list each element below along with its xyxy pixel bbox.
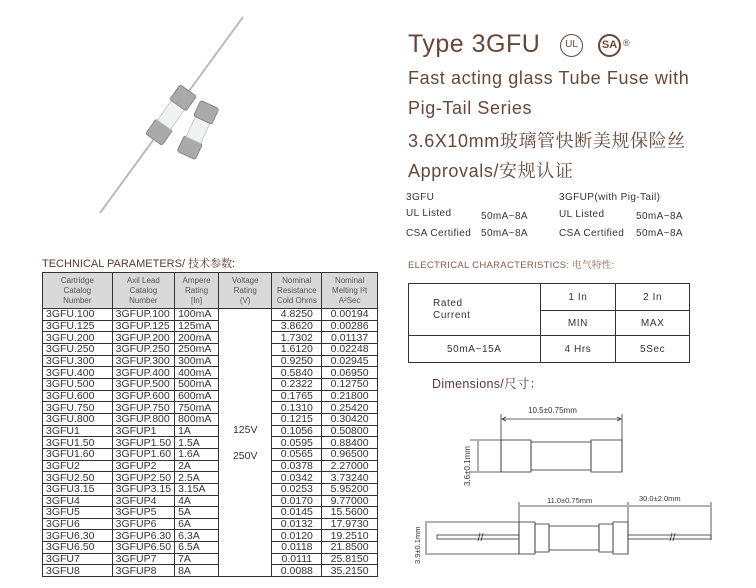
resistance: 0.0595	[272, 437, 322, 449]
resistance: 0.0565	[272, 448, 322, 460]
table-row	[43, 483, 378, 495]
cartridge-number: 3GFU6	[43, 518, 113, 530]
voltage-value: 250V	[232, 449, 258, 462]
resistance: 0.1765	[272, 390, 322, 402]
axial-lead-number: 3GFUP8	[112, 565, 174, 577]
column-header: Nominal Melting I²t A²Sec	[322, 273, 378, 309]
axial-lead-number: 3GFUP.200	[112, 332, 174, 344]
pigtail-fuse-drawing	[425, 502, 711, 554]
cartridge-number: 3GFU.100	[43, 309, 113, 321]
melting-i2t: 0.00286	[322, 320, 378, 332]
resistance: 0.0088	[272, 565, 322, 577]
resistance: 0.1310	[272, 402, 322, 414]
cartridge-number: 3GFU7	[43, 553, 113, 565]
ampere-rating: 6.5A	[175, 542, 219, 554]
table-row	[43, 507, 378, 519]
melting-i2t: 0.21800	[322, 390, 378, 402]
ampere-rating: 2A	[175, 460, 219, 472]
resistance: 0.2322	[272, 378, 322, 390]
technical-parameters-heading: TECHNICAL PARAMETERS/ 技术参数:	[42, 258, 236, 270]
cartridge-number: 3GFU.300	[43, 355, 113, 367]
electrical-characteristics-heading: ELECTRICAL CHARACTERISTICS: 电气特性:	[408, 260, 615, 271]
table-row	[43, 390, 378, 402]
melting-i2t: 21.8500	[322, 542, 378, 554]
pigtail-length-label: 11.0±0.75mm	[547, 496, 593, 505]
axial-lead-number: 3GFUP6.50	[112, 542, 174, 554]
axial-lead-number: 3GFUP5	[112, 507, 174, 519]
resistance: 3.8620	[272, 320, 322, 332]
resistance: 0.0118	[272, 542, 322, 554]
table-row	[43, 378, 378, 390]
resistance: 1.6120	[272, 343, 322, 355]
resistance: 0.0253	[272, 483, 322, 495]
approval-value: 50mA~8A	[481, 211, 528, 222]
length-label: 10.5±0.75mm	[528, 406, 577, 415]
resistance: 0.1056	[272, 425, 322, 437]
approval-label: CSA Certified	[559, 228, 625, 239]
cartridge-number: 3GFU.250	[43, 343, 113, 355]
cartridge-number: 3GFU.200	[43, 332, 113, 344]
ampere-rating: 6.3A	[175, 530, 219, 542]
axial-lead-number: 3GFUP3.15	[112, 483, 174, 495]
axial-lead-number: 3GFUP.800	[112, 413, 174, 425]
cartridge-number: 3GFU1.60	[43, 448, 113, 460]
resistance: 0.0132	[272, 518, 322, 530]
table-row	[43, 495, 378, 507]
table-row	[43, 355, 378, 367]
axial-lead-number: 3GFUP1.50	[112, 437, 174, 449]
lead-length-label: 30.0±2.0mm	[639, 494, 681, 503]
dimension-drawing	[400, 370, 756, 588]
electrical-characteristics-table	[408, 283, 690, 363]
resistance: 0.1215	[272, 413, 322, 425]
ampere-rating: 750mA	[175, 402, 219, 414]
ampere-rating: 500mA	[175, 378, 219, 390]
ampere-rating: 8A	[175, 565, 219, 577]
ampere-rating: 400mA	[175, 367, 219, 379]
axial-lead-number: 3GFUP.750	[112, 402, 174, 414]
subtitle-line-3: 3.6X10mm玻璃管快断美规保险丝	[408, 131, 686, 151]
ampere-rating: 600mA	[175, 390, 219, 402]
table-row	[43, 448, 378, 460]
ampere-rating: 6A	[175, 518, 219, 530]
table-row	[43, 542, 378, 554]
melting-i2t: 0.96500	[322, 448, 378, 460]
melting-i2t: 9.77000	[322, 495, 378, 507]
ampere-rating: 100mA	[175, 309, 219, 321]
resistance: 0.0111	[272, 553, 322, 565]
csa-logo: SA	[598, 34, 621, 57]
axial-lead-number: 3GFUP2.50	[112, 472, 174, 484]
resistance: 0.0120	[272, 530, 322, 542]
ampere-rating: 1.5A	[175, 437, 219, 449]
approvals-col2-title: 3GFUP(with Pig-Tail)	[559, 192, 661, 203]
melting-i2t: 19.2510	[322, 530, 378, 542]
cartridge-number: 3GFU6.50	[43, 542, 113, 554]
table-row	[43, 530, 378, 542]
voltage-rating	[219, 309, 272, 577]
resistance: 0.0170	[272, 495, 322, 507]
approval-value: 50mA~8A	[636, 228, 683, 239]
dimensions-heading: Dimensions/尺寸：	[432, 377, 543, 391]
melting-i2t: 2.27000	[322, 460, 378, 472]
melting-i2t: 0.01137	[322, 332, 378, 344]
cartridge-number: 3GFU5	[43, 507, 113, 519]
current-range: 50mA~15A	[409, 336, 541, 363]
melting-i2t: 0.02248	[322, 343, 378, 355]
time-1in: 4 Hrs	[540, 336, 616, 363]
axial-lead-number: 3GFUP.500	[112, 378, 174, 390]
table-row	[43, 553, 378, 565]
table-row	[43, 565, 378, 577]
melting-i2t: 5.95200	[322, 483, 378, 495]
cartridge-number: 3GFU.800	[43, 413, 113, 425]
ampere-rating: 300mA	[175, 355, 219, 367]
ul-logo: UL	[560, 34, 583, 57]
subtitle-line-2: Pig-Tail Series	[408, 98, 533, 118]
axial-lead-number: 3GFUP.300	[112, 355, 174, 367]
ampere-rating: 1A	[175, 425, 219, 437]
ampere-rating: 7A	[175, 553, 219, 565]
voltage-value: 125V	[232, 423, 258, 436]
cartridge-number: 3GFU.125	[43, 320, 113, 332]
ampere-rating: 5A	[175, 507, 219, 519]
melting-i2t: 0.12750	[322, 378, 378, 390]
melting-i2t: 0.25420	[322, 402, 378, 414]
axial-lead-number: 3GFUP6	[112, 518, 174, 530]
cartridge-number: 3GFU.500	[43, 378, 113, 390]
ampere-rating: 4A	[175, 495, 219, 507]
melting-i2t: 0.06950	[322, 367, 378, 379]
cartridge-fuse-drawing	[470, 414, 622, 472]
ampere-rating: 200mA	[175, 332, 219, 344]
axial-lead-number: 3GFUP.600	[112, 390, 174, 402]
melting-i2t: 3.73240	[322, 472, 378, 484]
fuse-product-photo	[60, 0, 300, 230]
table-row	[43, 367, 378, 379]
ampere-rating: 125mA	[175, 320, 219, 332]
cartridge-number: 3GFU.600	[43, 390, 113, 402]
resistance: 0.0342	[272, 472, 322, 484]
approval-value: 50mA~8A	[636, 211, 683, 222]
axial-lead-number: 3GFUP6.30	[112, 530, 174, 542]
melting-i2t: 0.00194	[322, 309, 378, 321]
header-max: MAX	[616, 311, 690, 336]
melting-i2t: 35.2150	[322, 565, 378, 577]
header-min: MIN	[540, 311, 616, 336]
resistance: 0.0378	[272, 460, 322, 472]
header-2in: 2 In	[616, 284, 690, 311]
rated-current-label: Rated Current	[409, 284, 541, 336]
axial-lead-number: 3GFUP1	[112, 425, 174, 437]
ampere-rating: 250mA	[175, 343, 219, 355]
cartridge-number: 3GFU6.30	[43, 530, 113, 542]
cartridge-number: 3GFU.400	[43, 367, 113, 379]
resistance: 0.0145	[272, 507, 322, 519]
pigtail-diameter-label: 3.9±0.1mm	[413, 526, 422, 564]
approval-label: CSA Certified	[406, 228, 472, 239]
subtitle-line-1: Fast acting glass Tube Fuse with	[408, 68, 690, 88]
cartridge-number: 3GFU1.50	[43, 437, 113, 449]
table-row	[43, 518, 378, 530]
cartridge-number: 3GFU2	[43, 460, 113, 472]
approval-label: UL Listed	[559, 209, 605, 220]
cartridge-number: 3GFU8	[43, 565, 113, 577]
melting-i2t: 0.30420	[322, 413, 378, 425]
melting-i2t: 0.02945	[322, 355, 378, 367]
melting-i2t: 17.9730	[322, 518, 378, 530]
table-row	[43, 472, 378, 484]
cartridge-number: 3GFU.750	[43, 402, 113, 414]
resistance: 0.9250	[272, 355, 322, 367]
melting-i2t: 15.5600	[322, 507, 378, 519]
resistance: 4.8250	[272, 309, 322, 321]
axial-lead-number: 3GFUP1.60	[112, 448, 174, 460]
table-row	[43, 309, 378, 321]
column-header: Axil Lead Catalog Number	[112, 273, 174, 309]
cartridge-number: 3GFU3.15	[43, 483, 113, 495]
table-row	[43, 343, 378, 355]
approvals-heading: Approvals/安规认证	[408, 161, 574, 181]
ampere-rating: 800mA	[175, 413, 219, 425]
registered-mark: ®	[623, 38, 630, 48]
table-row	[43, 425, 378, 437]
axial-lead-number: 3GFUP2	[112, 460, 174, 472]
axial-lead-number: 3GFUP.250	[112, 343, 174, 355]
resistance: 0.5840	[272, 367, 322, 379]
axial-lead-number: 3GFUP.100	[112, 309, 174, 321]
table-row	[43, 320, 378, 332]
table-row	[43, 437, 378, 449]
technical-parameters-table	[42, 272, 378, 577]
approval-label: UL Listed	[406, 208, 452, 219]
column-header: Ampere Rating [In]	[175, 273, 219, 309]
ampere-rating: 2.5A	[175, 472, 219, 484]
cartridge-number: 3GFU2.50	[43, 472, 113, 484]
melting-i2t: 25.8150	[322, 553, 378, 565]
table-row	[43, 402, 378, 414]
column-header: Nominal Resistance Cold Ohms	[272, 273, 322, 309]
resistance: 1.7302	[272, 332, 322, 344]
column-header: Voltage Rating (V)	[219, 273, 272, 309]
melting-i2t: 0.88400	[322, 437, 378, 449]
table-row	[43, 460, 378, 472]
ampere-rating: 1.6A	[175, 448, 219, 460]
header-1in: 1 In	[540, 284, 616, 311]
table-row	[43, 332, 378, 344]
axial-lead-number: 3GFUP.125	[112, 320, 174, 332]
axial-lead-number: 3GFUP4	[112, 495, 174, 507]
cartridge-number: 3GFU4	[43, 495, 113, 507]
cartridge-number: 3GFU1	[43, 425, 113, 437]
approvals-col1-title: 3GFU	[406, 192, 435, 203]
approval-value: 50mA~8A	[481, 228, 528, 239]
product-title: Type 3GFU	[408, 30, 541, 58]
table-row	[43, 413, 378, 425]
axial-lead-number: 3GFUP.400	[112, 367, 174, 379]
ampere-rating: 3.15A	[175, 483, 219, 495]
axial-lead-number: 3GFUP7	[112, 553, 174, 565]
diameter-label: 3.6±0.1mm	[463, 446, 472, 486]
column-header: Cartridge Catalog Number	[43, 273, 113, 309]
time-2in: 5Sec	[616, 336, 690, 363]
melting-i2t: 0.50800	[322, 425, 378, 437]
